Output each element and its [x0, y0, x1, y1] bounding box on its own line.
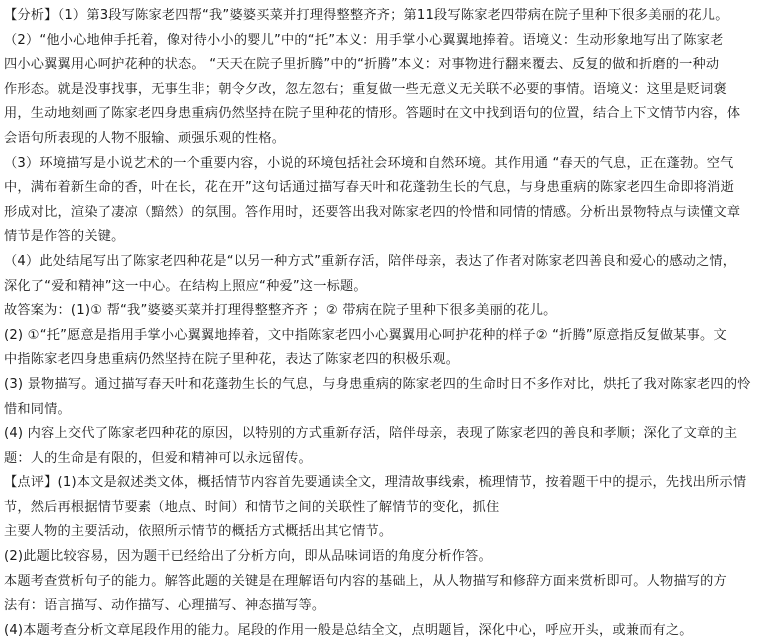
text-line: 中，满布着新生命的香，叶在长，花在开”这句话通过描写春天叶和花蓬勃生长的气息，与身患重病的陈家老四生命即将消逝 [4, 180, 734, 196]
text-line: 【点评】(1)本文是叙述类文体，概括情节内容首先要通读全文，理清故事线索，梳理情节，按着题干中的提示，先找出所示情 [4, 475, 747, 491]
text-line: 惜和同情。 [4, 401, 71, 417]
text-line: 形成对比，渲染了凄凉（黯然）的氛围。答作用时，还要答出我对陈家老四的怜惜和同情的情感。分析出景物特点与读懂文章 [4, 204, 741, 220]
text-line: (4)本题考查分析文章尾段作用的能力。尾段的作用一般是总结全文，点明题旨，深化中心，呼应开头，或兼而有之。 [4, 622, 693, 638]
text-line: (2)此题比较容易，因为题干已经给出了分析方向，即从品味词语的角度分析作答。 [4, 549, 492, 565]
text-line: 本题考查赏析句子的能力。解答此题的关键是在理解语句内容的基础上，从人物描写和修辞方面来赏析即可。人物描写的方 [4, 573, 727, 589]
text-line: 法有：语言描写、动作描写、心理描写、神态描写等。 [4, 598, 326, 614]
text-line: 作形态。就是没事找事，无事生非；朝令夕改，忽左忽右；重复做一些无意义无关联不必要的事情。语境义：这里是贬词褒 [4, 81, 727, 97]
text-line: (3) 景物描写。通过描写春天叶和花蓬勃生长的气息，与身患重病的陈家老四的生命时日不多作对比，烘托了我对陈家老四的怜 [4, 376, 751, 392]
text-line: 节，然后再根据情节要素（地点、时间）和情节之间的关联性了解情节的变化，抓住 [4, 499, 500, 515]
text-line: （4）此处结尾写出了陈家老四种花是“以另一种方式”重新存活，陪伴母亲，表达了作者对陈家老四善良和爱心的感动之情， [4, 253, 737, 269]
text-line: 四小心翼翼用心呵护花种的状态。 “天天在院子里折腾”中的“折腾”本义：对事物进行翻来覆去、反复的做和折磨的一种动 [4, 57, 720, 73]
text-line: 用，生动地刻画了陈家老四身患重病仍然坚持在院子里种花的情形。答题时在文中找到语句的位置，结合上下文情节内容，体 [4, 106, 741, 122]
text-line: (4) 内容上交代了陈家老四种花的原因，以特别的方式重新存活，陪伴母亲，表现了陈家老四的善良和孝顺；深化了文章的主 [4, 426, 738, 442]
text-line: 主要人物的主要活动，依照所示情节的概括方式概括出其它情节。 [4, 524, 393, 540]
text-line: 会语句所表现的人物不服输、顽强乐观的性格。 [4, 130, 286, 146]
text-line: （3）环境描写是小说艺术的一个重要内容，小说的环境包括社会环境和自然环境。其作用通 “春天的气息，正在蓬勃。空气 [4, 155, 734, 171]
text-line: 中指陈家老四身患重病仍然坚持在院子里种花，表达了陈家老四的积极乐观。 [4, 352, 460, 368]
text-line: （2）“他小心地伸手托着，像对待小小的婴儿”中的“托”本义：用手掌小心翼翼地捧着。语境义：生动形象地写出了陈家老 [4, 32, 724, 48]
text-line: 情节是作答的关键。 [4, 229, 125, 245]
text-line: (2) ①“托”愿意是指用手掌小心翼翼地捧着，文中指陈家老四小心翼翼用心呵护花种的样子② “折腾”原意指反复做某事。文 [4, 327, 727, 343]
text-line: 深化了“爱和精神”这一中心。在结构上照应“种爱”这一标题。 [4, 278, 367, 294]
text-line: 故答案为：(1)① 帮“我”婆婆买菜并打理得整整齐齐 ；② 带病在院子里种下很多美丽的花儿。 [4, 303, 557, 319]
text-line: 【分析】（1）第3段写陈家老四帮“我”婆婆买菜并打理得整整齐齐；第11段写陈家老四带病在院子里种下很多美丽的花儿。 [4, 8, 729, 23]
text-line: 题：人的生命是有限的，但爱和精神可以永远留传。 [4, 450, 312, 466]
